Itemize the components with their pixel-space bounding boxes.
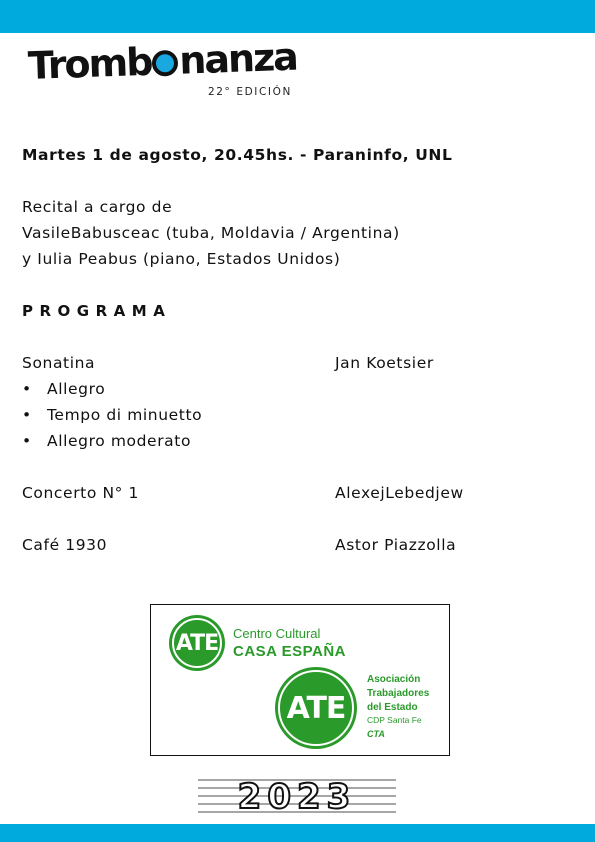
programa-heading: PROGRAMA: [22, 302, 172, 320]
ate-line-3: del Estado: [367, 702, 418, 713]
casa-espana-label: CASA ESPAÑA: [233, 643, 347, 660]
work-composer-2: AlexejLebedjew: [335, 484, 464, 502]
work-composer-1: Jan Koetsier: [335, 354, 434, 372]
centro-cultural-label: Centro Cultural: [233, 626, 321, 641]
work-title-1: Sonatina: [22, 354, 96, 372]
ate-large-logo-icon: ATE: [275, 667, 357, 749]
bullet-icon: •: [22, 406, 32, 424]
event-date-venue: Martes 1 de agosto, 20.45hs. - Paraninfo, UNL: [22, 146, 453, 164]
ate-line-4: CDP Santa Fe: [367, 715, 422, 725]
recital-line-2: VasileBabusceac (tuba, Moldavia / Argentina): [22, 224, 400, 242]
work-title-3: Café 1930: [22, 536, 108, 554]
ate-line-2: Trabajadores: [367, 688, 430, 699]
year-2023-logo: [198, 772, 396, 820]
recital-line-1: Recital a cargo de: [22, 198, 173, 216]
movement-item: • Tempo di minuetto: [22, 406, 203, 424]
ate-line-1: Asociación: [367, 674, 421, 685]
logo-wordmark: Tromb nanza: [27, 34, 298, 88]
bullet-icon: •: [22, 380, 32, 398]
year-text: 2023: [237, 777, 357, 817]
bottom-band: [0, 824, 595, 842]
work-composer-3: Astor Piazzolla: [335, 536, 457, 554]
movement-item: • Allegro moderato: [22, 432, 192, 450]
sponsor-box: [150, 604, 450, 756]
work-title-2: Concerto N° 1: [22, 484, 139, 502]
cta-logo-icon: CTA: [367, 729, 385, 739]
logo-edition: 22° EDICIÓN: [208, 86, 292, 98]
movement-item: • Allegro: [22, 380, 106, 398]
top-band: [0, 0, 595, 33]
trombonanza-logo: [27, 34, 308, 102]
ate-logo-icon: ATE: [169, 615, 225, 671]
recital-line-3: y Iulia Peabus (piano, Estados Unidos): [22, 250, 341, 268]
logo-o-ring-icon: [152, 50, 179, 77]
bullet-icon: •: [22, 432, 32, 450]
